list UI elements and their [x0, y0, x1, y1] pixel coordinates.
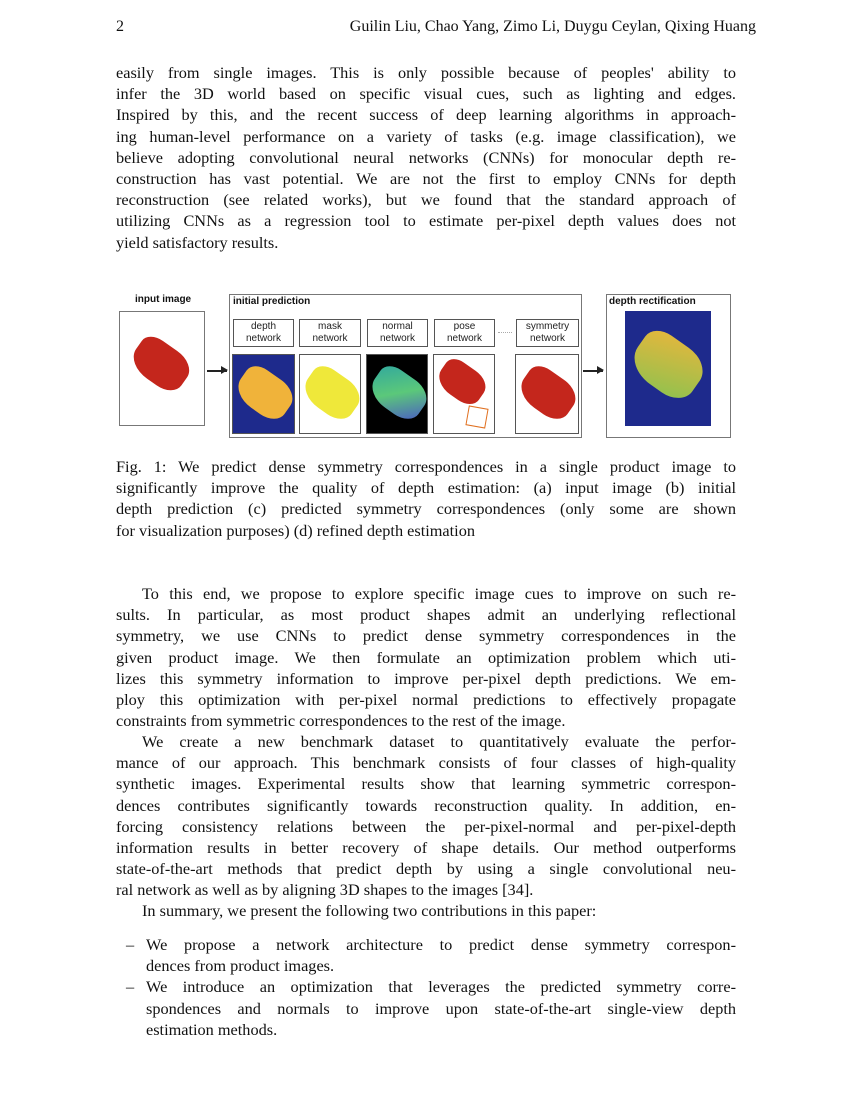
net-label: depth	[250, 321, 277, 332]
text-line: significantly improve the quality of depth estimation: (a) input image (b) initial	[116, 478, 736, 498]
text-line: construction has vast potential. We are not the first to employ CNNs for depth	[116, 168, 736, 188]
list-dash: –	[126, 935, 135, 954]
text-line: Inspired by this, and the recent success of deep learning algorithms in approach-	[116, 105, 736, 125]
input-image-panel	[119, 311, 205, 426]
dotted-arrow-icon	[498, 332, 512, 333]
arrow-icon	[207, 370, 227, 372]
text-line: symmetry, we use CNNs to predict dense symmetry correspondences in the	[116, 626, 736, 646]
text-line: spondences and normals to improve upon state-of-the-art single-view depth	[146, 998, 736, 1018]
text-line: depth prediction (c) predicted symmetry correspondences (only some are shown	[116, 499, 736, 519]
net-label: normal	[382, 321, 413, 332]
arrow-icon	[583, 370, 603, 372]
paragraph-4	[116, 900, 736, 921]
text-line: reconstruction (see related works), but we found that the standard approach of	[116, 190, 736, 210]
text-line: yield satisfactory results.	[116, 232, 279, 252]
text-line: In summary, we present the following two contributions in this paper:	[142, 901, 597, 920]
input-image-label: input image	[135, 294, 192, 305]
net-label: network	[529, 333, 565, 344]
initial-prediction-label: initial prediction	[233, 296, 311, 307]
text-line: mance of our approach. This benchmark consists of four classes of high-quality	[116, 753, 736, 773]
text-line: constraints from symmetric correspondences to the rest of the image.	[116, 711, 566, 731]
list-item	[116, 934, 736, 976]
net-label: pose	[453, 321, 476, 332]
text-line: utilizing CNNs as a regression tool to estimate per-pixel depth values does not	[116, 211, 736, 231]
depth-rectification-label: depth rectification	[609, 296, 696, 307]
text-line: dences from product images.	[146, 956, 335, 976]
text-line: Fig. 1: We predict dense symmetry correspondences in a single product image to	[116, 457, 736, 476]
text-line: easily from single images. This is only possible because of peoples' ability to	[116, 63, 736, 82]
text-line: believe adopting convolutional neural networks (CNNs) for monocular depth re-	[116, 147, 736, 167]
pose-network-box	[434, 319, 495, 347]
text-line: sults. In particular, as most product shapes admit an underlying reflectional	[116, 605, 736, 625]
pose-prediction-image	[433, 354, 495, 434]
text-line: ing human-level performance on a variety of tasks (e.g. image classification), we	[116, 126, 736, 146]
text-line: ral network as well as by aligning 3D shapes to the images [34].	[116, 880, 534, 900]
running-header-authors: Guilin Liu, Chao Yang, Zimo Li, Duygu Ceylan, Qixing Huang	[349, 18, 756, 35]
net-label: network	[312, 333, 348, 344]
figure-caption	[116, 456, 736, 541]
text-line: estimation methods.	[146, 1019, 278, 1039]
net-label: symmetry	[525, 321, 570, 332]
symmetry-network-box	[516, 319, 579, 347]
text-line: synthetic images. Experimental results show that learning symmetric correspon-	[116, 774, 736, 794]
text-line: forcing consistency relations between the per-pixel-normal and per-pixel-depth	[116, 816, 736, 836]
net-label: mask	[318, 321, 342, 332]
paragraph-3	[116, 731, 736, 901]
text-line: We create a new benchmark dataset to quantitatively evaluate the perfor-	[142, 732, 736, 751]
text-line: ploy this optimization with per-pixel normal predictions to effectively propagate	[116, 689, 736, 709]
depth-network-box	[233, 319, 294, 347]
text-line: We introduce an optimization that leverages the predicted symmetry corre-	[146, 977, 736, 997]
depth-prediction-image	[232, 354, 295, 434]
contribution-list	[116, 934, 736, 1040]
text-line: To this end, we propose to explore specific image cues to improve on such re-	[142, 584, 736, 603]
car-image	[126, 331, 196, 397]
text-line: We propose a network architecture to predict dense symmetry correspon-	[146, 935, 736, 954]
text-line: lizes this symmetry information to improve per-pixel depth predictions. We em-	[116, 668, 736, 688]
mask-prediction-image	[299, 354, 361, 434]
net-label: network	[245, 333, 281, 344]
list-dash: –	[126, 977, 135, 997]
paragraph-2	[116, 583, 736, 731]
depth-rectification-panel	[606, 294, 731, 438]
text-line: state-of-the-art methods that predict depth by using a single convolutional neu-	[116, 859, 736, 879]
paragraph-1	[116, 62, 736, 253]
mask-network-box	[299, 319, 361, 347]
net-label: network	[379, 333, 415, 344]
normal-network-box	[367, 319, 428, 347]
text-line: given product image. We then formulate an optimization problem which uti-	[116, 647, 736, 667]
normal-prediction-image	[366, 354, 428, 434]
symmetry-prediction-image	[515, 354, 579, 434]
text-line: for visualization purposes) (d) refined depth estimation	[116, 520, 475, 540]
net-label: network	[446, 333, 482, 344]
page-number: 2	[116, 18, 124, 35]
text-line: dences contributes significantly towards reconstruction quality. In addition, en-	[116, 795, 736, 815]
list-item	[116, 976, 736, 1040]
text-line: information results in better recovery of shape details. Our method outperforms	[116, 837, 736, 857]
rectified-depth-image	[625, 311, 711, 426]
text-line: infer the 3D world based on specific visual cues, such as lighting and edges.	[116, 84, 736, 104]
